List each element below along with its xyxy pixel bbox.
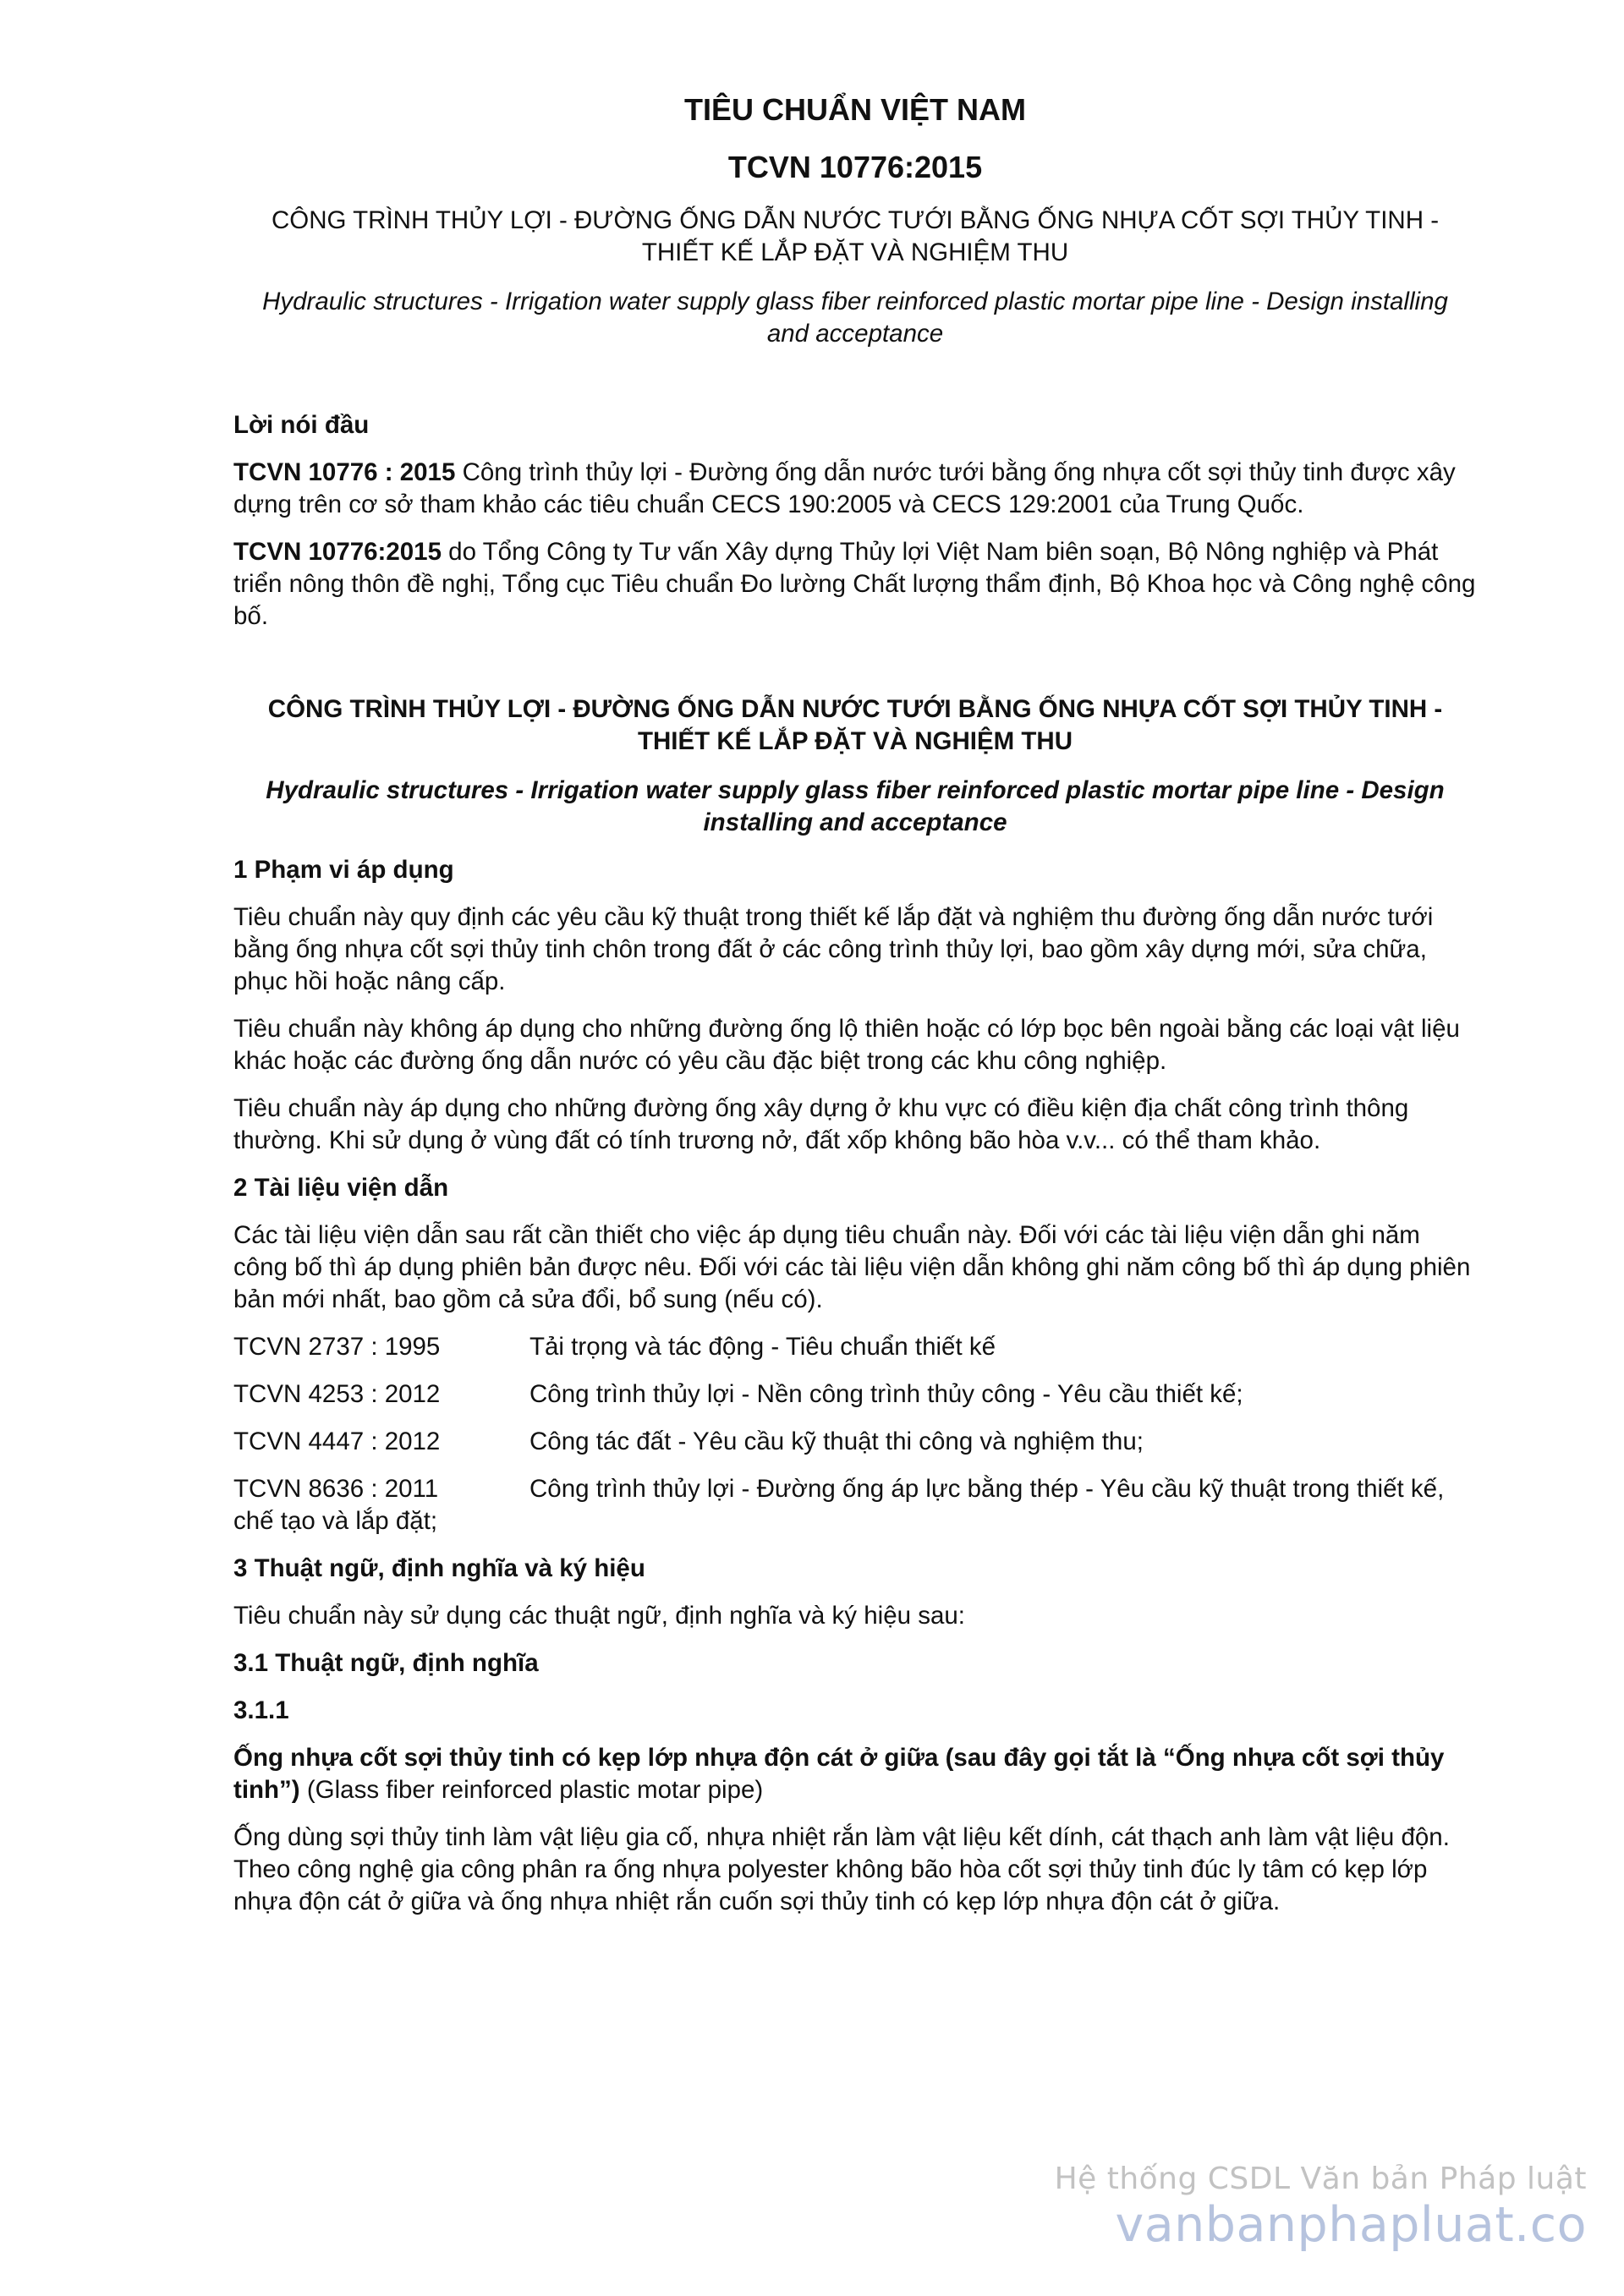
- reference-code: TCVN 4253 : 2012: [233, 1380, 441, 1408]
- watermark-site: vanbanphapluat.co: [1115, 2197, 1587, 2253]
- header-title-en: Hydraulic structures - Irrigation water supply glass fiber reinforced plastic mortar pipe line - Design installing and acceptance: [262, 288, 1448, 348]
- term-english: (Glass fiber reinforced plastic motar pipe): [299, 1776, 764, 1804]
- foreword-paragraph-2: [233, 536, 1477, 633]
- section-1-paragraph-1: Tiêu chuẩn này quy định các yêu cầu kỹ thuật trong thiết kế lắp đặt và nghiệm thu đường ống dẫn nước tưới bằng ống nhựa cốt sợi thủy tinh chôn trong đất ở các công trình thủy lợi, bao gồm xây dựng mới, sửa chữa, phục hồi hoặc nâng cấp.: [233, 903, 1434, 995]
- reference-code: TCVN 2737 : 1995: [233, 1333, 441, 1361]
- reference-title: Tải trọng và tác động - Tiêu chuẩn thiết kế: [529, 1333, 996, 1361]
- reference-row: [233, 1473, 1477, 1537]
- foreword-p1-code: TCVN 10776 : 2015: [233, 458, 456, 486]
- reference-row: [233, 1426, 1477, 1458]
- standard-code: TCVN 10776:2015: [727, 150, 983, 184]
- main-title-vi: CÔNG TRÌNH THỦY LỢI - ĐƯỜNG ỐNG DẪN NƯỚC TƯỚI BẰNG ỐNG NHỰA CỐT SỢI THỦY TINH - THIẾT KẾ LẮP ĐẶT VÀ NGHIỆM THU: [267, 695, 1443, 755]
- reference-title: Công trình thủy lợi - Đường ống áp lực bằng thép - Yêu cầu kỹ thuật trong thiết kế, chế tạo và lắp đặt;: [233, 1475, 1445, 1535]
- foreword-p2-code: TCVN 10776:2015: [233, 538, 442, 566]
- section-1-paragraph-2: Tiêu chuẩn này không áp dụng cho những đường ống lộ thiên hoặc có lớp bọc bên ngoài bằng các loại vật liệu khác hoặc các đường ống dẫn nước có yêu cầu đặc biệt trong các khu công nghiệp.: [233, 1015, 1460, 1075]
- section-1-heading: 1 Phạm vi áp dụng: [233, 856, 454, 884]
- watermark-line-1: Hệ thống CSDL Văn bản Pháp luật: [1054, 2162, 1587, 2196]
- watermark: [1055, 2161, 1587, 2252]
- foreword-p2-text: do Tổng Công ty Tư vấn Xây dựng Thủy lợi Việt Nam biên soạn, Bộ Nông nghiệp và Phát triển nông thôn đề nghị, Tổng cục Tiêu chuẩn Đo lường Chất lượng thẩm định, Bộ Khoa học và Công nghệ công bố.: [233, 538, 1476, 630]
- term-paragraph: [233, 1742, 1477, 1806]
- reference-title: Công tác đất - Yêu cầu kỹ thuật thi công và nghiệm thu;: [529, 1427, 1144, 1455]
- term-definition: Ống dùng sợi thủy tinh làm vật liệu gia cố, nhựa nhiệt rắn làm vật liệu kết dính, cát thạch anh làm vật liệu độn. Theo công nghệ gia công phân ra ống nhựa polyester không bão hòa cốt sợi thủy tinh đúc ly tâm có kẹp lớp nhựa độn cát ở giữa và ống nhựa nhiệt rắn cuốn sợi thủy tinh có kẹp lớp nhựa độn cát ở giữa.: [233, 1823, 1450, 1915]
- standard-label: TIÊU CHUẨN VIỆT NAM: [684, 92, 1026, 127]
- section-3-intro: Tiêu chuẩn này sử dụng các thuật ngữ, định nghĩa và ký hiệu sau:: [233, 1602, 965, 1630]
- section-2-heading: 2 Tài liệu viện dẫn: [233, 1174, 449, 1202]
- foreword-p1-text: Công trình thủy lợi - Đường ống dẫn nước tưới bằng ống nhựa cốt sợi thủy tinh được xây dựng trên cơ sở tham khảo các tiêu chuẩn CECS 190:2005 và CECS 129:2001 của Trung Quốc.: [233, 458, 1456, 518]
- section-2-intro: Các tài liệu viện dẫn sau rất cần thiết cho việc áp dụng tiêu chuẩn này. Đối với các tài liệu viện dẫn ghi năm công bố thì áp dụng phiên bản được nêu. Đối với các tài liệu viện dẫn không ghi năm công bố thì áp dụng phiên bản mới nhất, bao gồm cả sửa đổi, bổ sung (nếu có).: [233, 1221, 1471, 1313]
- reference-code: TCVN 4447 : 2012: [233, 1427, 441, 1455]
- header-title-vi: CÔNG TRÌNH THỦY LỢI - ĐƯỜNG ỐNG DẪN NƯỚC TƯỚI BẰNG ỐNG NHỰA CỐT SỢI THỦY TINH - THIẾT KẾ LẮP ĐẶT VÀ NGHIỆM THU: [271, 206, 1440, 266]
- clause-number: 3.1.1: [233, 1696, 289, 1724]
- foreword-heading: Lời nói đầu: [233, 411, 370, 439]
- foreword-paragraph-1: [233, 457, 1477, 521]
- term-name: Ống nhựa cốt sợi thủy tinh có kẹp lớp nhựa độn cát ở giữa (sau đây gọi tắt là “Ống nhựa cốt sợi thủy tinh”): [233, 1744, 1445, 1804]
- reference-row: [233, 1378, 1477, 1411]
- reference-title: Công trình thủy lợi - Nền công trình thủy công - Yêu cầu thiết kế;: [529, 1380, 1243, 1408]
- main-title-en: Hydraulic structures - Irrigation water supply glass fiber reinforced plastic mortar pipe line - Design installing and acceptance: [266, 776, 1445, 836]
- section-1-paragraph-3: Tiêu chuẩn này áp dụng cho những đường ống xây dựng ở khu vực có điều kiện địa chất công trình thông thường. Khi sử dụng ở vùng đất có tính trương nở, đất xốp không bão hòa v.v... có thể tham khảo.: [233, 1094, 1409, 1154]
- section-3-heading: 3 Thuật ngữ, định nghĩa và ký hiệu: [233, 1554, 645, 1582]
- section-3-1-heading: 3.1 Thuật ngữ, định nghĩa: [233, 1649, 539, 1677]
- document-page: [233, 91, 1477, 1918]
- reference-code: TCVN 8636 : 2011: [233, 1475, 439, 1503]
- reference-row: [233, 1331, 1477, 1363]
